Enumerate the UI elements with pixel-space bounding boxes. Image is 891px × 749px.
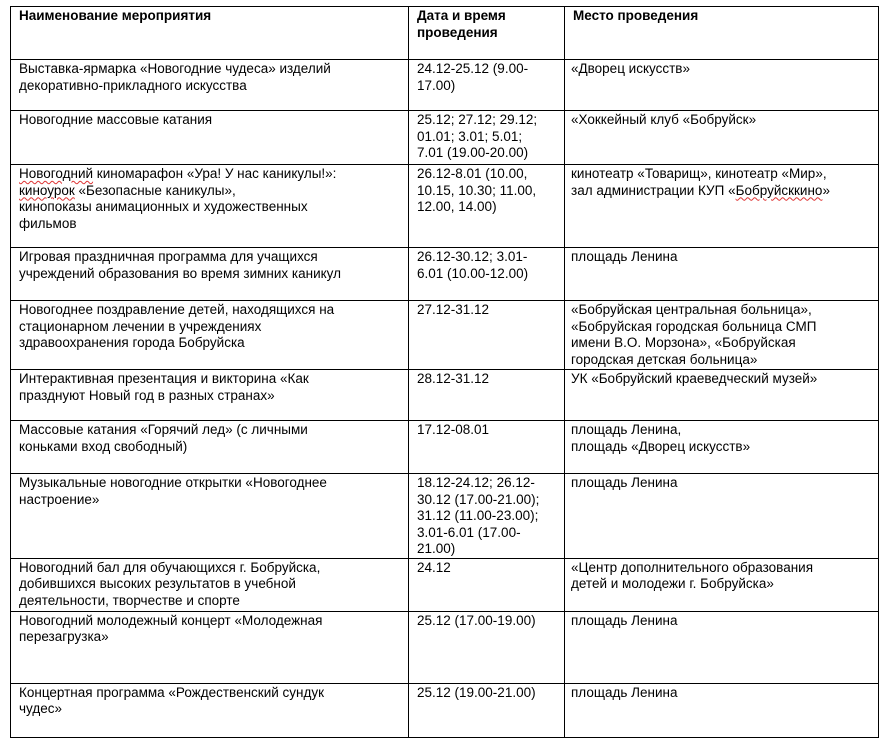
event-date-cell: 17.12-08.01 [409, 421, 565, 474]
table-row [11, 111, 879, 165]
event-name-cell: Новогодний молодежный концерт «Молодежная перезагрузка» [11, 611, 409, 683]
event-date-cell: 26.12-30.12; 3.01- 6.01 (10.00-12.00) [409, 248, 565, 301]
event-name-cell: Интерактивная презентация и викторина «Как празднуют Новый год в разных странах» [11, 370, 409, 421]
spellcheck-word: Бобруйсккино [735, 182, 823, 198]
event-name-cell: Музыкальные новогодние открытки «Новогоднее настроение» [11, 474, 409, 559]
event-date-cell: 27.12-31.12 [409, 301, 565, 370]
event-place-cell: УК «Бобруйский краеведческий музей» [565, 370, 879, 421]
event-place-cell: «Дворец искусств» [565, 60, 879, 111]
event-name-cell: Выставка-ярмарка «Новогодние чудеса» изделий декоративно-прикладного искусства [11, 60, 409, 111]
event-date-cell: 26.12-8.01 (10.00, 10.15, 10.30; 11.00, 12.00, 14.00) [409, 165, 565, 248]
event-name-cell: Новогодние массовые катания [11, 111, 409, 165]
event-place-text: кинотеатр «Товарищ», кинотеатр «Мир», зал администрации КУП « [571, 166, 827, 198]
event-name-cell [11, 165, 409, 248]
event-name-cell: Новогодний бал для обучающихся г. Бобруйска, добившихся высоких результатов в учебной деятельности, творчестве и спорте [11, 558, 409, 611]
table-row [11, 421, 879, 474]
event-place-cell: площадь Ленина [565, 611, 879, 683]
event-name-cell: Игровая праздничная программа для учащихся учреждений образования во время зимних каникул [11, 248, 409, 301]
table-row [11, 248, 879, 301]
event-place-cell: «Хоккейный клуб «Бобруйск» [565, 111, 879, 165]
spellcheck-word: Новогодний [19, 166, 94, 181]
table-row [11, 165, 879, 248]
event-place-cell: «Центр дополнительного образования детей и молодежи г. Бобруйска» [565, 558, 879, 611]
event-name-cell: Концертная программа «Рождественский сундук чудес» [11, 683, 409, 737]
event-place-cell: площадь Ленина, площадь «Дворец искусств» [565, 421, 879, 474]
table-row [11, 611, 879, 683]
event-place-cell: «Бобруйская центральная больница», «Бобруйская городская больница СМП имени В.О. Морзона», «Бобруйская городская детская больница» [565, 301, 879, 370]
event-place-cell: площадь Ленина [565, 683, 879, 737]
event-date-cell: 25.12; 27.12; 29.12; 01.01; 3.01; 5.01; 7.01 (19.00-20.00) [409, 111, 565, 165]
event-date-cell: 24.12-25.12 (9.00- 17.00) [409, 60, 565, 111]
table-row [11, 683, 879, 737]
event-date-cell: 25.12 (19.00-21.00) [409, 683, 565, 737]
event-date-cell: 24.12 [409, 558, 565, 611]
table-header-row [11, 7, 879, 60]
header-date-time: Дата и время проведения [409, 7, 565, 60]
table-row [11, 370, 879, 421]
event-date-cell: 28.12-31.12 [409, 370, 565, 421]
event-place-cell: площадь Ленина [565, 248, 879, 301]
spellcheck-word: киноурок [19, 182, 75, 198]
event-place-cell: площадь Ленина [565, 474, 879, 559]
table-row [11, 60, 879, 111]
table-row [11, 558, 879, 611]
table-row [11, 474, 879, 559]
event-place-cell [565, 165, 879, 248]
event-date-cell: 25.12 (17.00-19.00) [409, 611, 565, 683]
event-name-cell: Массовые катания «Горячий лед» (с личными коньками вход свободный) [11, 421, 409, 474]
event-name-text: киномарафон «Ура! У нас каникулы!»: [96, 166, 337, 181]
events-table [10, 6, 879, 738]
event-name-cell: Новогоднее поздравление детей, находящихся на стационарном лечении в учреждениях здравоохранения города Бобруйска [11, 301, 409, 370]
event-place-text: » [822, 182, 830, 198]
header-location: Место проведения [565, 7, 879, 60]
event-date-cell: 18.12-24.12; 26.12- 30.12 (17.00-21.00); 31.12 (11.00-23.00); 3.01-6.01 (17.00- 21.00) [409, 474, 565, 559]
table-row [11, 301, 879, 370]
header-event-name: Наименование мероприятия [11, 7, 409, 60]
event-name-text: «Безопасные каникулы», кинопоказы анимационных и художественных фильмов [19, 182, 308, 231]
